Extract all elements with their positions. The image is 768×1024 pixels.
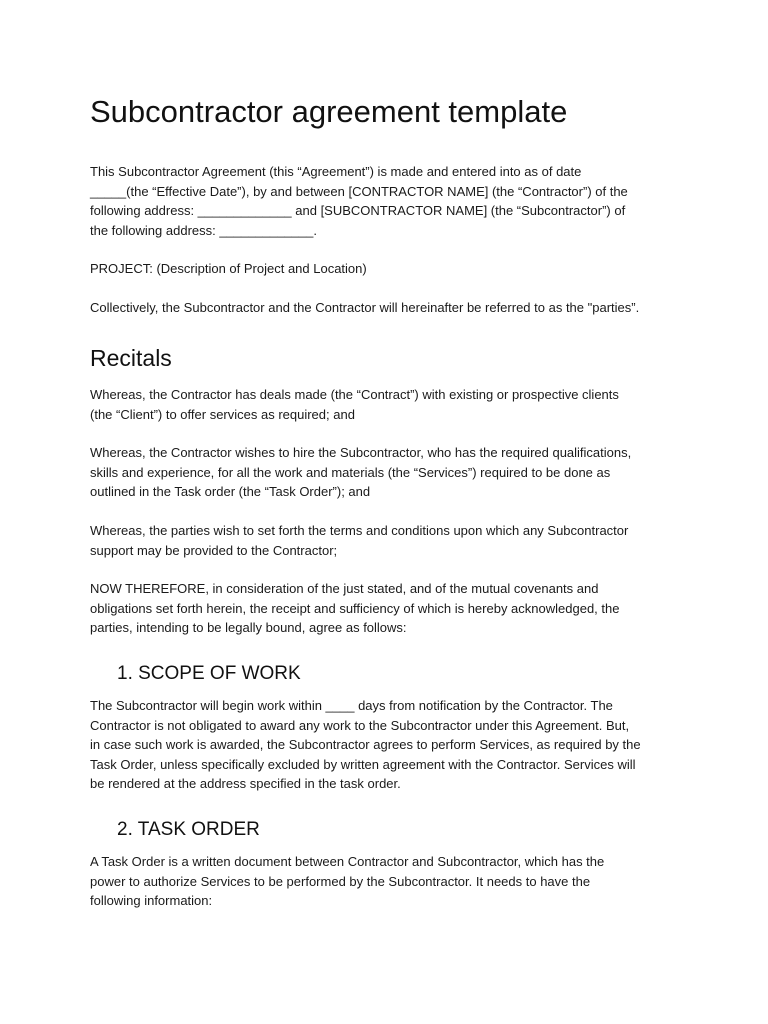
paragraph-line: Whereas, the Contractor has deals made (the “Contract”) with existing or prospective clients bbox=[90, 387, 619, 402]
recital-paragraph-services bbox=[90, 443, 690, 502]
paragraph-line: following address: _____________ and [SUBCONTRACTOR NAME] (the “Subcontractor”) of bbox=[90, 203, 626, 218]
document-title: Subcontractor agreement template bbox=[90, 94, 568, 129]
task-order-paragraph bbox=[90, 852, 690, 911]
intro-paragraph bbox=[90, 162, 690, 240]
paragraph-line: the following address: _____________. bbox=[90, 222, 317, 238]
section-heading-task-order: 2. TASK ORDER bbox=[117, 819, 260, 840]
recital-paragraph-contract bbox=[90, 385, 690, 424]
paragraph-line: skills and experience, for all the work and materials (the “Services”) required to be done as bbox=[90, 464, 611, 480]
paragraph-line: parties, intending to be legally bound, agree as follows: bbox=[90, 620, 407, 635]
paragraph-line: Contractor is not obligated to award any work to the Subcontractor under this Agreement. But, bbox=[90, 717, 630, 733]
paragraph-line: be rendered at the address specified in the task order. bbox=[90, 776, 401, 791]
paragraph-line: power to authorize Services to be performed by the Subcontractor. It needs to have the bbox=[90, 873, 591, 889]
paragraph-line: obligations set forth herein, the receipt and sufficiency of which is hereby acknowledged, the bbox=[90, 600, 620, 616]
recital-paragraph-now-therefore bbox=[90, 579, 690, 638]
paragraph-line: Task Order, unless specifically excluded by written agreement with the Contractor. Services will bbox=[90, 756, 636, 772]
recitals-heading: Recitals bbox=[90, 345, 172, 371]
paragraph-line: Whereas, the parties wish to set forth the terms and conditions upon which any Subcontractor bbox=[90, 523, 629, 538]
recital-paragraph-terms bbox=[90, 521, 690, 560]
paragraph-line: Whereas, the Contractor wishes to hire the Subcontractor, who has the required qualifications, bbox=[90, 445, 632, 460]
parties-paragraph bbox=[90, 298, 690, 318]
paragraph-line: support may be provided to the Contractor; bbox=[90, 542, 338, 558]
paragraph-line: Collectively, the Subcontractor and the Contractor will hereinafter be referred to as the "parties”. bbox=[90, 300, 640, 315]
section-heading-scope-of-work: 1. SCOPE OF WORK bbox=[117, 663, 301, 684]
paragraph-line: outlined in the Task order (the “Task Order”); and bbox=[90, 484, 371, 499]
paragraph-line: PROJECT: (Description of Project and Location) bbox=[90, 261, 367, 276]
paragraph-line: in case such work is awarded, the Subcontractor agrees to perform Services, as required by the bbox=[90, 737, 641, 752]
paragraph-line: _____(the “Effective Date”), by and between [CONTRACTOR NAME] (the “Contractor”) of the bbox=[90, 183, 628, 199]
scope-of-work-paragraph bbox=[90, 696, 690, 794]
paragraph-line: This Subcontractor Agreement (this “Agreement”) is made and entered into as of date bbox=[90, 164, 582, 179]
project-paragraph bbox=[90, 259, 690, 279]
paragraph-line: The Subcontractor will begin work within ____ days from notification by the Contractor. The bbox=[90, 698, 613, 713]
paragraph-line: (the “Client”) to offer services as required; and bbox=[90, 406, 355, 422]
paragraph-line: A Task Order is a written document between Contractor and Subcontractor, which has the bbox=[90, 854, 605, 869]
paragraph-line: following information: bbox=[90, 893, 213, 908]
paragraph-line: NOW THEREFORE, in consideration of the just stated, and of the mutual covenants and bbox=[90, 581, 599, 596]
